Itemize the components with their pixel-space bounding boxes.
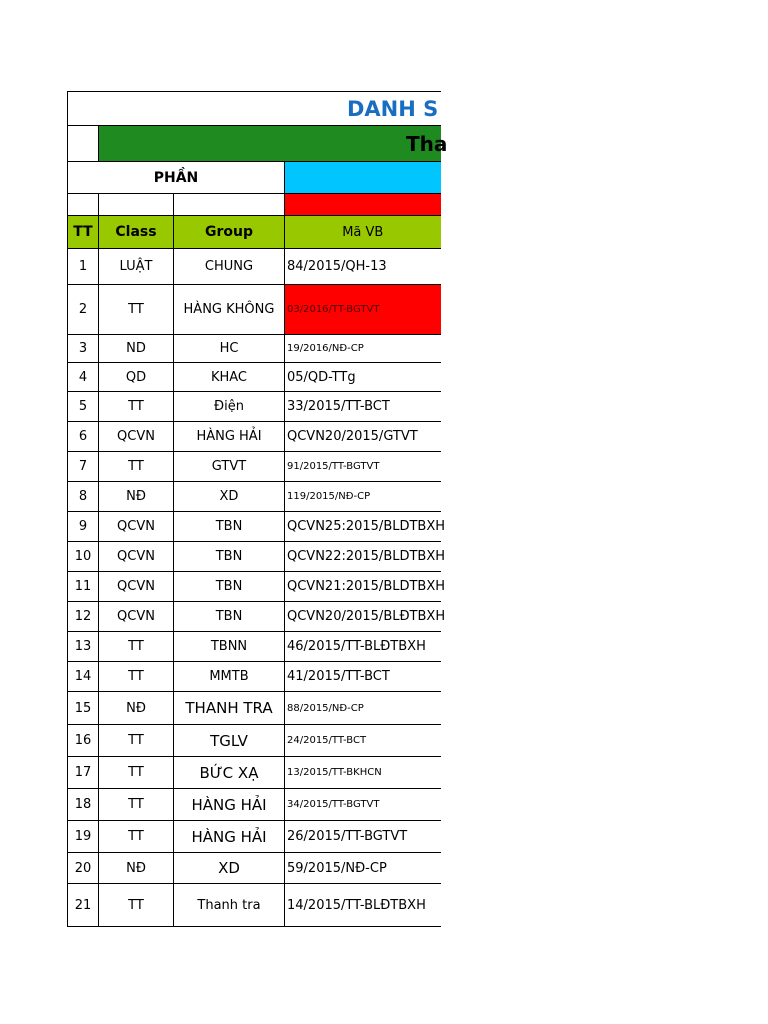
header-code: Mã VB bbox=[285, 216, 441, 249]
empty-cell[interactable] bbox=[174, 194, 285, 216]
cell-tt[interactable]: 13 bbox=[68, 632, 99, 662]
cell-code[interactable]: 24/2015/TT-BCT bbox=[285, 725, 441, 757]
cell-code[interactable]: QCVN20/2015/GTVT bbox=[285, 422, 441, 452]
table-row bbox=[68, 821, 441, 853]
table-row bbox=[68, 853, 441, 884]
empty-cell[interactable] bbox=[68, 126, 99, 162]
cell-group[interactable]: TBN bbox=[174, 602, 285, 632]
cell-group[interactable]: CHUNG bbox=[174, 249, 285, 285]
cell-class[interactable]: ND bbox=[99, 335, 174, 363]
cell-code[interactable]: 59/2015/NĐ-CP bbox=[285, 853, 441, 884]
cell-class[interactable]: QCVN bbox=[99, 512, 174, 542]
cell-group[interactable]: GTVT bbox=[174, 452, 285, 482]
sheet-title: DANH S bbox=[68, 92, 441, 126]
table-row bbox=[68, 335, 441, 363]
cell-tt[interactable]: 4 bbox=[68, 363, 99, 392]
cell-tt[interactable]: 19 bbox=[68, 821, 99, 853]
cell-tt[interactable]: 2 bbox=[68, 285, 99, 335]
table-row bbox=[68, 725, 441, 757]
cell-group[interactable]: THANH TRA bbox=[174, 692, 285, 725]
cell-group[interactable]: Điện bbox=[174, 392, 285, 422]
cell-code[interactable]: 84/2015/QH-13 bbox=[285, 249, 441, 285]
cell-class[interactable]: TT bbox=[99, 789, 174, 821]
cell-tt[interactable]: 11 bbox=[68, 572, 99, 602]
cell-class[interactable]: TT bbox=[99, 821, 174, 853]
cell-class[interactable]: QCVN bbox=[99, 422, 174, 452]
cell-tt[interactable]: 16 bbox=[68, 725, 99, 757]
cell-code[interactable]: 26/2015/TT-BGTVT bbox=[285, 821, 441, 853]
cell-tt[interactable]: 18 bbox=[68, 789, 99, 821]
table-row bbox=[68, 392, 441, 422]
table-row bbox=[68, 482, 441, 512]
table-row bbox=[68, 363, 441, 392]
cell-class[interactable]: TT bbox=[99, 452, 174, 482]
cell-group[interactable]: XD bbox=[174, 482, 285, 512]
cell-group[interactable]: XD bbox=[174, 853, 285, 884]
cell-group[interactable]: TBN bbox=[174, 542, 285, 572]
cell-code[interactable]: 05/QD-TTg bbox=[285, 363, 441, 392]
red-band bbox=[285, 194, 441, 216]
cell-group[interactable]: TBN bbox=[174, 572, 285, 602]
cell-class[interactable]: NĐ bbox=[99, 853, 174, 884]
cell-code[interactable]: QCVN21:2015/BLDTBXH bbox=[285, 572, 441, 602]
spreadsheet-view bbox=[67, 91, 448, 931]
cell-class[interactable]: QCVN bbox=[99, 602, 174, 632]
table-row bbox=[68, 789, 441, 821]
cell-code[interactable]: 46/2015/TT-BLĐTBXH bbox=[285, 632, 441, 662]
document-table bbox=[67, 91, 448, 927]
cell-group[interactable]: KHAC bbox=[174, 363, 285, 392]
cell-tt[interactable]: 17 bbox=[68, 757, 99, 789]
cell-tt[interactable]: 12 bbox=[68, 602, 99, 632]
cell-class[interactable]: NĐ bbox=[99, 482, 174, 512]
cell-group[interactable]: HÀNG HẢI bbox=[174, 821, 285, 853]
table-row bbox=[68, 884, 441, 927]
cell-class[interactable]: TT bbox=[99, 632, 174, 662]
cell-class[interactable]: TT bbox=[99, 725, 174, 757]
cell-code[interactable]: QCVN22:2015/BLDTBXH bbox=[285, 542, 441, 572]
cell-group[interactable]: Thanh tra bbox=[174, 884, 285, 927]
cell-group[interactable]: HÀNG HẢI bbox=[174, 422, 285, 452]
cell-code[interactable]: 34/2015/TT-BGTVT bbox=[285, 789, 441, 821]
cell-code[interactable]: 14/2015/TT-BLĐTBXH bbox=[285, 884, 441, 927]
cell-code[interactable]: 41/2015/TT-BCT bbox=[285, 662, 441, 692]
cell-code[interactable]: 33/2015/TT-BCT bbox=[285, 392, 441, 422]
table-row bbox=[68, 692, 441, 725]
cell-tt[interactable]: 5 bbox=[68, 392, 99, 422]
cell-tt[interactable]: 7 bbox=[68, 452, 99, 482]
cell-class[interactable]: TT bbox=[99, 285, 174, 335]
cell-code[interactable]: 91/2015/TT-BGTVT bbox=[285, 452, 441, 482]
cell-group[interactable]: HÀNG KHÔNG bbox=[174, 285, 285, 335]
empty-cell[interactable] bbox=[68, 194, 99, 216]
table-row bbox=[68, 572, 441, 602]
table-row bbox=[68, 542, 441, 572]
cell-tt[interactable]: 20 bbox=[68, 853, 99, 884]
table-row bbox=[68, 452, 441, 482]
table-row bbox=[68, 249, 441, 285]
table-row bbox=[68, 632, 441, 662]
empty-cell[interactable] bbox=[99, 194, 174, 216]
table-row bbox=[68, 662, 441, 692]
cell-group[interactable]: HÀNG HẢI bbox=[174, 789, 285, 821]
cell-group[interactable]: TGLV bbox=[174, 725, 285, 757]
cell-group[interactable]: MMTB bbox=[174, 662, 285, 692]
cell-code[interactable]: 13/2015/TT-BKHCN bbox=[285, 757, 441, 789]
table-row bbox=[68, 285, 441, 335]
cell-class[interactable]: QCVN bbox=[99, 542, 174, 572]
cell-tt[interactable]: 9 bbox=[68, 512, 99, 542]
cell-code[interactable]: 03/2016/TT-BGTVT bbox=[285, 285, 441, 335]
cell-tt[interactable]: 15 bbox=[68, 692, 99, 725]
green-header-band: Tha bbox=[99, 126, 441, 162]
header-class: Class bbox=[99, 216, 174, 249]
cell-tt[interactable]: 14 bbox=[68, 662, 99, 692]
cell-group[interactable]: BỨC XẠ bbox=[174, 757, 285, 789]
header-group: Group bbox=[174, 216, 285, 249]
cell-class[interactable]: LUẬT bbox=[99, 249, 174, 285]
cell-tt[interactable]: 21 bbox=[68, 884, 99, 927]
cell-class[interactable]: TT bbox=[99, 662, 174, 692]
cell-class[interactable]: TT bbox=[99, 884, 174, 927]
table-row bbox=[68, 512, 441, 542]
cell-code[interactable]: 19/2016/NĐ-CP bbox=[285, 335, 441, 363]
cell-class[interactable]: QCVN bbox=[99, 572, 174, 602]
cell-tt[interactable]: 1 bbox=[68, 249, 99, 285]
cell-class[interactable]: TT bbox=[99, 757, 174, 789]
table-row bbox=[68, 602, 441, 632]
cell-tt[interactable]: 3 bbox=[68, 335, 99, 363]
cell-code[interactable]: QCVN25:2015/BLDTBXH bbox=[285, 512, 441, 542]
cell-code[interactable]: 119/2015/NĐ-CP bbox=[285, 482, 441, 512]
header-tt: TT bbox=[68, 216, 99, 249]
cell-code[interactable]: 88/2015/NĐ-CP bbox=[285, 692, 441, 725]
cell-class[interactable]: NĐ bbox=[99, 692, 174, 725]
cyan-band bbox=[285, 162, 441, 194]
cell-class[interactable]: TT bbox=[99, 392, 174, 422]
cell-group[interactable]: TBN bbox=[174, 512, 285, 542]
cell-tt[interactable]: 8 bbox=[68, 482, 99, 512]
cell-code[interactable]: QCVN20/2015/BLĐTBXH bbox=[285, 602, 441, 632]
cell-class[interactable]: QD bbox=[99, 363, 174, 392]
cell-tt[interactable]: 10 bbox=[68, 542, 99, 572]
cell-group[interactable]: HC bbox=[174, 335, 285, 363]
cell-group[interactable]: TBNN bbox=[174, 632, 285, 662]
section-label: PHẦN bbox=[68, 162, 285, 194]
cell-tt[interactable]: 6 bbox=[68, 422, 99, 452]
table-row bbox=[68, 757, 441, 789]
table-row bbox=[68, 422, 441, 452]
